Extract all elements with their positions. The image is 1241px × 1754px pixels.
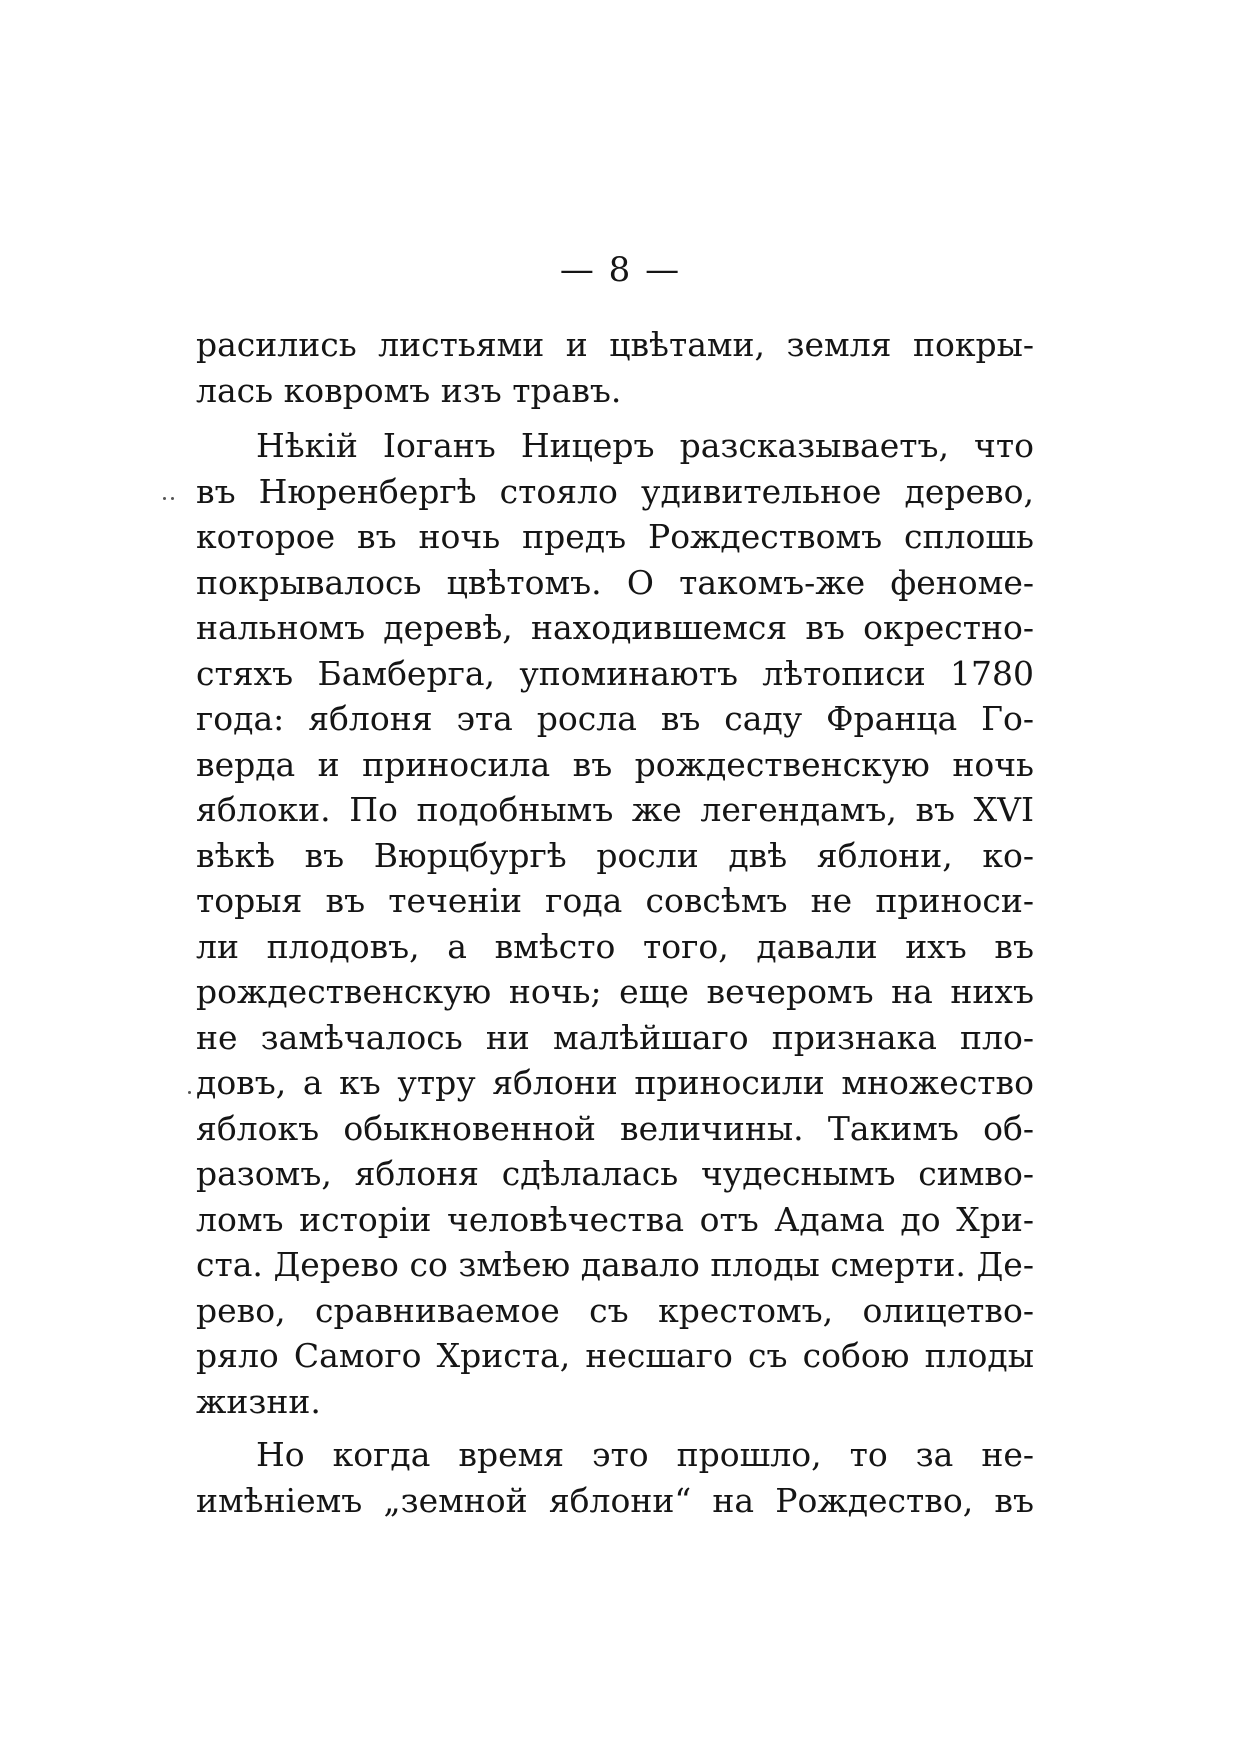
text-line: покрывалось цвѣтомъ. О такомъ-же феноме-: [196, 562, 1034, 602]
text-line: ломъ исторіи человѣчества отъ Адама до Хри-: [196, 1199, 1034, 1239]
text-line: Нѣкій Іоганъ Ницеръ разсказываетъ, что: [256, 426, 1034, 465]
text-line: верда и приносила въ рождественскую ночь: [196, 744, 1034, 784]
text-line: не замѣчалось ни малѣйшаго признака пло-: [196, 1017, 1034, 1057]
text-line: рождественскую ночь; еще вечеромъ на нихъ: [196, 972, 1034, 1011]
text-line: имѣніемъ „земной яблони“ на Рождество, въ: [196, 1480, 1034, 1520]
text-line: ли плодовъ, а вмѣсто того, давали ихъ въ: [196, 926, 1034, 966]
text-line: довъ, а къ утру яблони приносили множество: [196, 1063, 1034, 1102]
text-line: рево, сравниваемое съ крестомъ, олицетво-: [196, 1290, 1034, 1330]
text-line: лась ковромъ изъ травъ.: [196, 370, 622, 410]
text-line: яблоки. По подобнымъ же легендамъ, въ XVI: [196, 790, 1034, 829]
text-line: вѣкѣ въ Вюрцбургѣ росли двѣ яблони, ко-: [196, 835, 1034, 875]
text-line: Но когда время это прошло, то за не-: [256, 1435, 1034, 1474]
text-line: торыя въ теченіи года совсѣмъ не приноси-: [196, 881, 1034, 920]
text-line: стяхъ Бамберга, упоминаютъ лѣтописи 1780: [196, 653, 1034, 693]
text-line: яблокъ обыкновенной величины. Такимъ об-: [196, 1108, 1034, 1148]
paragraph-1: [196, 322, 1034, 413]
paragraph-2: [196, 423, 1034, 1424]
text-line: ста. Дерево со змѣею давало плоды смерти. Де-: [196, 1245, 1034, 1284]
print-speck: [163, 497, 166, 500]
text-line: нальномъ деревѣ, находившемся въ окрестно-: [196, 608, 1034, 647]
text-line: жизни.: [196, 1381, 321, 1421]
text-line: разомъ, яблоня сдѣлалась чудеснымъ симво-: [196, 1154, 1034, 1193]
paragraph-3: [196, 1432, 1034, 1523]
text-line: въ Нюренбергѣ стояло удивительное дерево,: [196, 471, 1034, 511]
text-line: расились листьями и цвѣтами, земля покры-: [196, 325, 1034, 364]
text-line: ряло Самого Христа, несшаго съ собою плоды: [196, 1336, 1034, 1375]
print-speck: [188, 1091, 191, 1094]
text-line: года: яблоня эта росла въ саду Франца Го-: [196, 699, 1034, 738]
page-number: — 8 —: [559, 250, 682, 290]
print-speck: [171, 497, 174, 500]
body-text: [196, 322, 1034, 1523]
text-line: которое въ ночь предъ Рождествомъ сплошь: [196, 517, 1034, 556]
